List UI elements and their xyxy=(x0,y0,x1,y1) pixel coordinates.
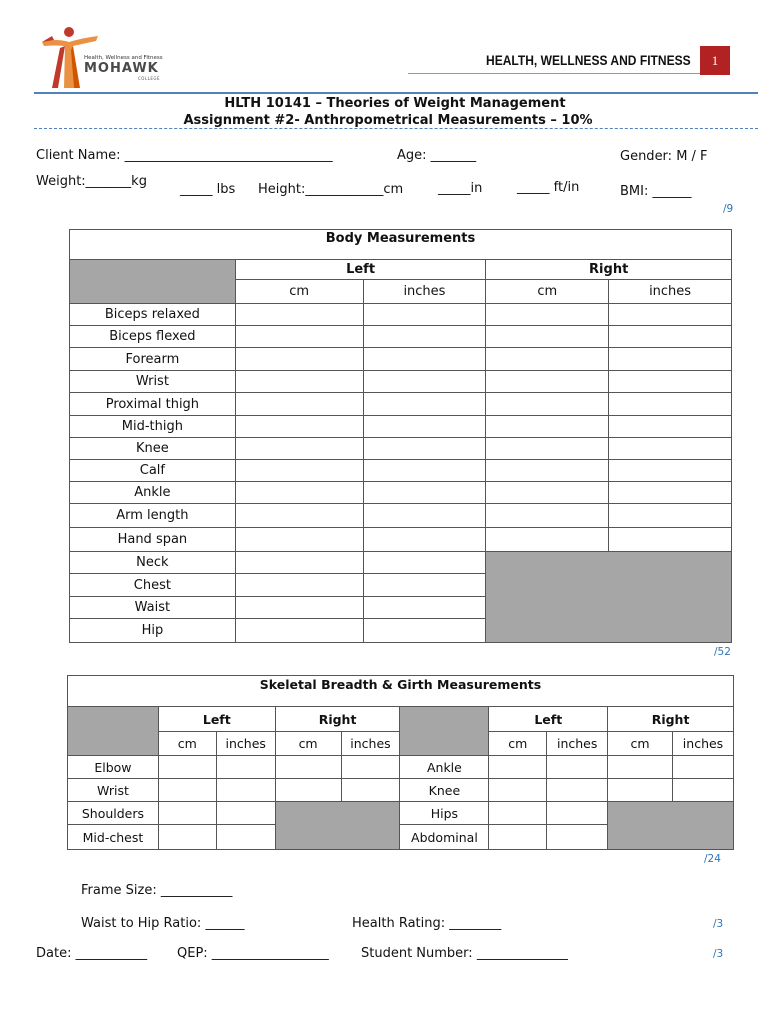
student-number-field[interactable]: Student Number: ______________ xyxy=(361,946,568,961)
skeletal-row-label: Elbow xyxy=(68,756,159,779)
measurement-input-cell[interactable] xyxy=(673,756,734,779)
measurement-input-cell[interactable] xyxy=(363,393,486,416)
measurement-input-cell[interactable] xyxy=(486,416,609,438)
title-dashed-rule xyxy=(34,128,758,129)
body-row-label: Proximal thigh xyxy=(70,393,236,416)
skeletal-row-label: Wrist xyxy=(68,779,159,802)
table-row xyxy=(68,779,734,802)
measurement-input-cell[interactable] xyxy=(609,416,732,438)
skel-cm-header: cm xyxy=(158,732,216,756)
table-row xyxy=(70,528,732,552)
measurement-input-cell[interactable] xyxy=(158,779,216,802)
body-row-label: Waist xyxy=(70,597,236,619)
measurement-input-cell[interactable] xyxy=(547,779,608,802)
skeletal-table-score: /24 xyxy=(704,853,721,865)
body-table-score: /52 xyxy=(714,646,731,658)
body-row-label: Arm length xyxy=(70,504,236,528)
shaded-block xyxy=(275,802,400,850)
skeletal-row-label: Knee xyxy=(400,779,489,802)
measurement-input-cell[interactable] xyxy=(363,371,486,393)
height-ftin-field[interactable]: _____ ft/in xyxy=(517,180,580,195)
logo-wordmark: MOHAWK xyxy=(84,61,159,76)
measurement-input-cell[interactable] xyxy=(486,326,609,348)
measurement-input-cell[interactable] xyxy=(216,756,275,779)
measurement-input-cell[interactable] xyxy=(363,574,486,597)
skeletal-row-label: Ankle xyxy=(400,756,489,779)
measurement-input-cell[interactable] xyxy=(363,552,486,574)
measurement-input-cell[interactable] xyxy=(235,416,363,438)
measurement-input-cell[interactable] xyxy=(489,779,547,802)
measurement-input-cell[interactable] xyxy=(609,528,732,552)
body-row-label: Forearm xyxy=(70,348,236,371)
table-row xyxy=(70,371,732,393)
header-rule xyxy=(34,92,758,94)
shaded-block xyxy=(486,552,732,643)
body-row-label: Calf xyxy=(70,460,236,482)
client-score: /9 xyxy=(723,203,734,215)
measurement-input-cell[interactable] xyxy=(547,825,608,850)
waist-hip-ratio-field[interactable]: Waist to Hip Ratio: ______ xyxy=(81,916,245,931)
measurement-input-cell[interactable] xyxy=(363,304,486,326)
skel-cm-header: cm xyxy=(608,732,673,756)
body-row-label: Chest xyxy=(70,574,236,597)
skeletal-row-label: Mid-chest xyxy=(68,825,159,850)
bmi-field[interactable]: BMI: ______ xyxy=(620,184,692,199)
measurement-input-cell[interactable] xyxy=(547,802,608,825)
body-row-label: Knee xyxy=(70,438,236,460)
skeletal-right-header-b: Right xyxy=(608,707,734,732)
table-row xyxy=(70,348,732,371)
body-measurements-table xyxy=(69,229,732,643)
height-cm-field[interactable]: Height:____________cm xyxy=(258,182,404,197)
table-row xyxy=(70,438,732,460)
course-title: HLTH 10141 – Theories of Weight Management xyxy=(224,96,566,111)
measurement-input-cell[interactable] xyxy=(341,779,400,802)
measurement-input-cell[interactable] xyxy=(235,371,363,393)
skeletal-corner-left xyxy=(68,707,159,756)
body-row-label: Mid-thigh xyxy=(70,416,236,438)
frame-size-field[interactable]: Frame Size: ___________ xyxy=(81,883,233,898)
measurement-input-cell[interactable] xyxy=(216,779,275,802)
body-table-corner xyxy=(70,260,236,304)
measurement-input-cell[interactable] xyxy=(275,779,341,802)
measurement-input-cell[interactable] xyxy=(486,460,609,482)
skeletal-table-title: Skeletal Breadth & Girth Measurements xyxy=(68,676,734,707)
table-row xyxy=(70,482,732,504)
measurement-input-cell[interactable] xyxy=(609,371,732,393)
measurement-input-cell[interactable] xyxy=(609,326,732,348)
measurement-input-cell[interactable] xyxy=(235,528,363,552)
measurement-input-cell[interactable] xyxy=(235,574,363,597)
measurement-input-cell[interactable] xyxy=(363,460,486,482)
body-right-header: Right xyxy=(486,260,732,280)
measurement-input-cell[interactable] xyxy=(216,825,275,850)
body-left-header: Left xyxy=(235,260,486,280)
shaded-block xyxy=(608,802,734,850)
body-row-label: Biceps relaxed xyxy=(70,304,236,326)
body-row-label: Hand span xyxy=(70,528,236,552)
body-row-label: Hip xyxy=(70,619,236,643)
measurement-input-cell[interactable] xyxy=(363,597,486,619)
measurement-input-cell[interactable] xyxy=(235,348,363,371)
height-in-field[interactable]: _____in xyxy=(438,181,483,196)
skeletal-row-label: Shoulders xyxy=(68,802,159,825)
measurement-input-cell[interactable] xyxy=(609,393,732,416)
measurement-input-cell[interactable] xyxy=(235,438,363,460)
age-field[interactable]: Age: _______ xyxy=(397,148,477,163)
measurement-input-cell[interactable] xyxy=(235,304,363,326)
skel-inches-header: inches xyxy=(216,732,275,756)
table-row xyxy=(70,393,732,416)
measurement-input-cell[interactable] xyxy=(609,482,732,504)
logo-college: COLLEGE xyxy=(138,76,161,81)
measurement-input-cell[interactable] xyxy=(489,802,547,825)
measurement-input-cell[interactable] xyxy=(609,348,732,371)
logo-tagline: Health, Wellness and Fitness xyxy=(84,55,163,61)
measurement-input-cell[interactable] xyxy=(363,619,486,643)
measurement-input-cell[interactable] xyxy=(363,528,486,552)
table-row xyxy=(70,504,732,528)
measurement-input-cell[interactable] xyxy=(609,304,732,326)
body-left-cm-header: cm xyxy=(235,280,363,304)
body-left-inches-header: inches xyxy=(363,280,486,304)
measurement-input-cell[interactable] xyxy=(363,438,486,460)
measurement-input-cell[interactable] xyxy=(608,756,673,779)
measurement-input-cell[interactable] xyxy=(363,482,486,504)
skeletal-right-header-a: Right xyxy=(275,707,400,732)
footer-score-1: /3 xyxy=(713,918,724,930)
skeletal-table xyxy=(67,675,734,850)
measurement-input-cell[interactable] xyxy=(608,779,673,802)
measurement-input-cell[interactable] xyxy=(235,504,363,528)
measurement-input-cell[interactable] xyxy=(235,482,363,504)
measurement-input-cell[interactable] xyxy=(609,460,732,482)
measurement-input-cell[interactable] xyxy=(341,756,400,779)
measurement-input-cell[interactable] xyxy=(158,802,216,825)
measurement-input-cell[interactable] xyxy=(235,460,363,482)
measurement-input-cell[interactable] xyxy=(275,756,341,779)
measurement-input-cell[interactable] xyxy=(158,825,216,850)
body-right-cm-header: cm xyxy=(486,280,609,304)
measurement-input-cell[interactable] xyxy=(486,393,609,416)
body-table-title: Body Measurements xyxy=(70,230,732,260)
body-row-label: Biceps flexed xyxy=(70,326,236,348)
measurement-input-cell[interactable] xyxy=(235,326,363,348)
body-row-label: Ankle xyxy=(70,482,236,504)
skeletal-row-label: Abdominal xyxy=(400,825,489,850)
measurement-input-cell[interactable] xyxy=(609,504,732,528)
measurement-input-cell[interactable] xyxy=(363,326,486,348)
health-rating-field[interactable]: Health Rating: ________ xyxy=(352,916,502,931)
measurement-input-cell[interactable] xyxy=(486,528,609,552)
measurement-input-cell[interactable] xyxy=(216,802,275,825)
client-name-field[interactable]: Client Name: ________________________________ xyxy=(36,148,333,163)
table-row xyxy=(68,802,734,825)
measurement-input-cell[interactable] xyxy=(486,371,609,393)
table-row xyxy=(68,756,734,779)
measurement-input-cell[interactable] xyxy=(235,619,363,643)
footer-score-2: /3 xyxy=(713,948,724,960)
skeletal-left-header-b: Left xyxy=(489,707,608,732)
measurement-input-cell[interactable] xyxy=(363,416,486,438)
table-row xyxy=(70,416,732,438)
body-row-label: Neck xyxy=(70,552,236,574)
skel-inches-header: inches xyxy=(673,732,734,756)
measurement-input-cell[interactable] xyxy=(486,348,609,371)
measurement-input-cell[interactable] xyxy=(235,597,363,619)
body-row-label: Wrist xyxy=(70,371,236,393)
table-row xyxy=(70,552,732,574)
date-field[interactable]: Date: ___________ xyxy=(36,946,148,961)
gender-field[interactable]: Gender: M / F xyxy=(620,149,708,164)
skeletal-corner-right xyxy=(400,707,489,756)
measurement-input-cell[interactable] xyxy=(158,756,216,779)
measurement-input-cell[interactable] xyxy=(235,393,363,416)
weight-kg-field[interactable]: Weight:_______kg xyxy=(36,174,147,189)
measurement-input-cell[interactable] xyxy=(609,438,732,460)
skeletal-left-header-a: Left xyxy=(158,707,275,732)
measurement-input-cell[interactable] xyxy=(235,552,363,574)
table-row xyxy=(70,460,732,482)
measurement-input-cell[interactable] xyxy=(547,756,608,779)
weight-lbs-field[interactable]: _____ lbs xyxy=(180,182,236,197)
assignment-title: Assignment #2- Anthropometrical Measurements – 10% xyxy=(183,113,593,128)
skel-cm-header: cm xyxy=(275,732,341,756)
measurement-input-cell[interactable] xyxy=(486,304,609,326)
measurement-input-cell[interactable] xyxy=(486,504,609,528)
measurement-input-cell[interactable] xyxy=(489,756,547,779)
body-right-inches-header: inches xyxy=(609,280,732,304)
page-number-badge: 1 xyxy=(700,46,730,75)
header-title: HEALTH, WELLNESS AND FITNESS xyxy=(486,52,691,68)
measurement-input-cell[interactable] xyxy=(489,825,547,850)
table-row xyxy=(70,304,732,326)
skeletal-row-label: Hips xyxy=(400,802,489,825)
skel-inches-header: inches xyxy=(547,732,608,756)
qep-field[interactable]: QEP: __________________ xyxy=(177,946,329,961)
measurement-input-cell[interactable] xyxy=(363,348,486,371)
skel-inches-header: inches xyxy=(341,732,400,756)
skel-cm-header: cm xyxy=(489,732,547,756)
measurement-input-cell[interactable] xyxy=(486,438,609,460)
measurement-input-cell[interactable] xyxy=(486,482,609,504)
header-underline xyxy=(408,73,700,74)
table-row xyxy=(70,326,732,348)
measurement-input-cell[interactable] xyxy=(673,779,734,802)
measurement-input-cell[interactable] xyxy=(363,504,486,528)
